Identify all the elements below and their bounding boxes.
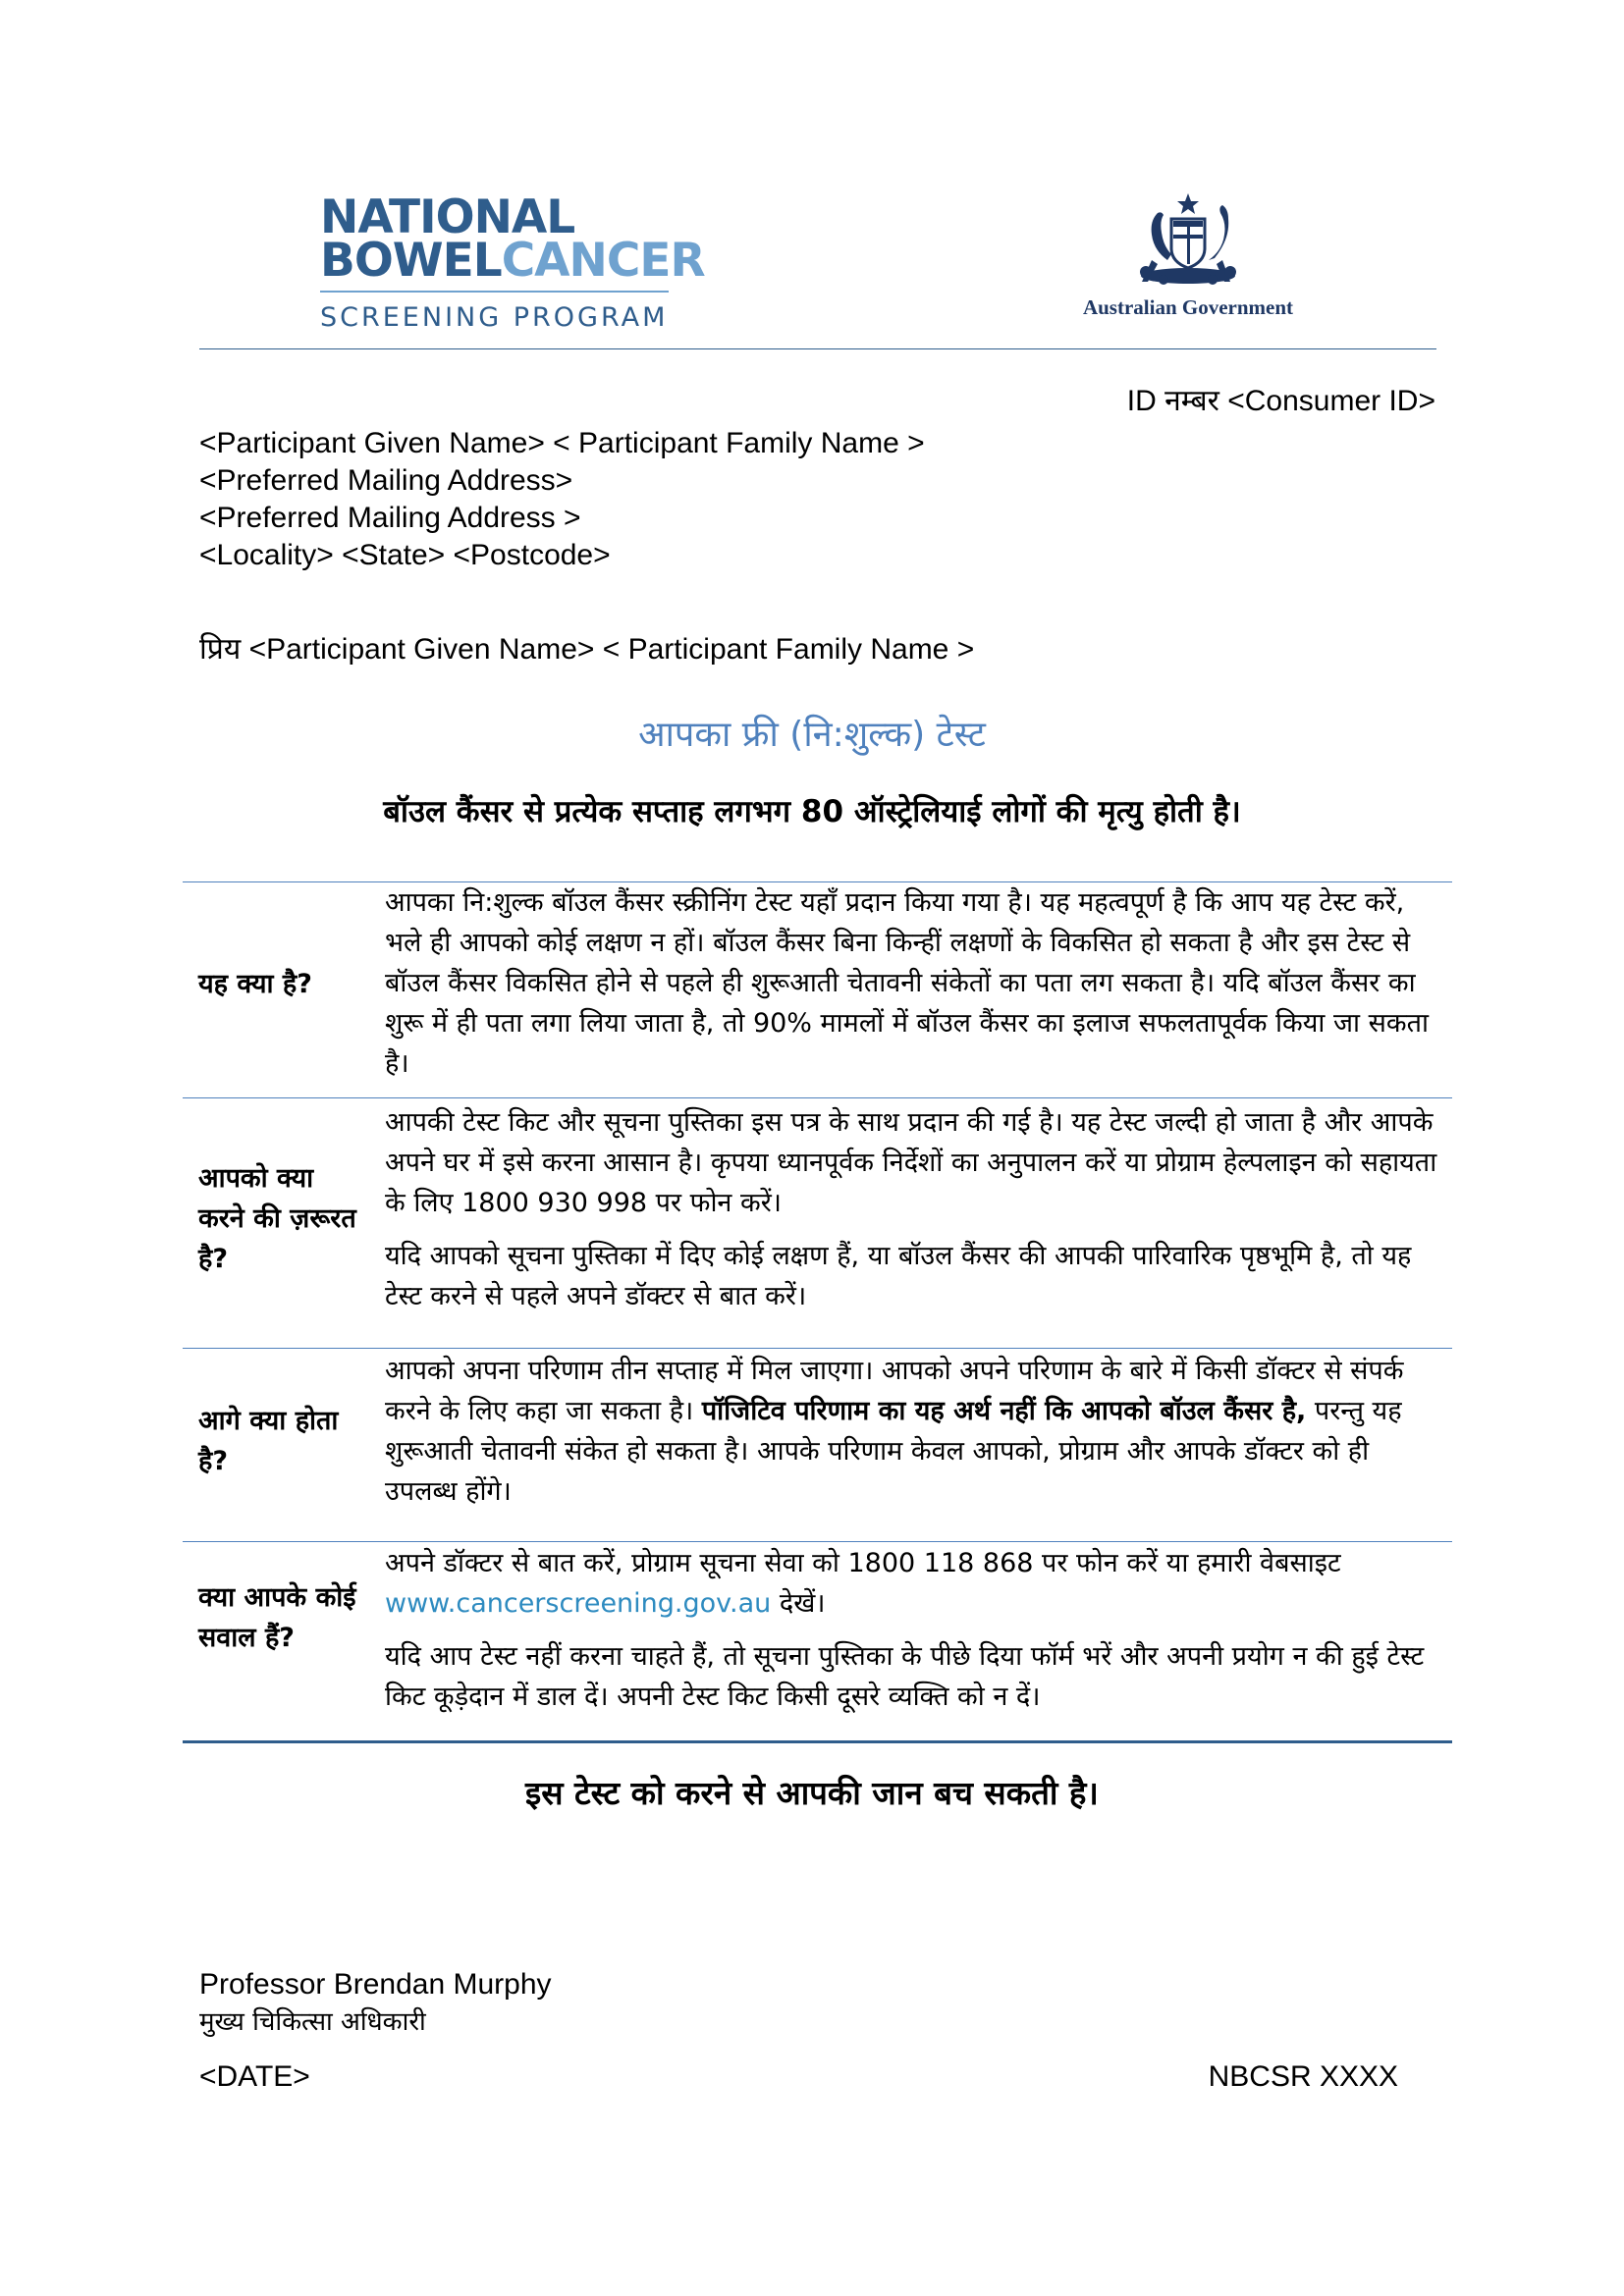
logo-line-screening-program: SCREENING PROGRAM [320,302,669,333]
page-subtitle: बॉउल कैंसर से प्रत्येक सप्ताह लगभग 80 ऑस्ट्रेलियाई लोगों की मृत्यु होती है। [383,794,1241,829]
section-paragraph [385,1351,1445,1512]
address-line: <Participant Given Name> < Participant Family Name > [199,427,925,459]
table-divider [183,1348,1452,1349]
salutation: प्रिय <Participant Given Name> < Participant Family Name > [199,633,975,666]
section-text-what-to-do [385,1102,1445,1316]
consumer-id: ID नम्बर <Consumer ID> [1126,385,1435,417]
section-text-what-is-it [385,882,1445,1084]
signer-name: Professor Brendan Murphy [199,1968,552,2001]
section-text-bold: पॉजिटिव परिणाम का यह अर्थ नहीं कि आपको बॉउल कैंसर है, [701,1396,1307,1426]
address-block [199,425,925,574]
logo-word-cancer: CANCER [501,234,705,288]
section-paragraph: आपकी टेस्ट किट और सूचना पुस्तिका इस पत्र के साथ प्रदान की गई है। यह टेस्ट जल्दी हो जाता है और आपके अपने घर में इसे करना आसान है। कृपया ध्यानपूर्वक निर्देशों का अनुपालन करें या प्रोग्राम हेल्पलाइन को सहायता के लिए 1800 930 998 पर फोन करें। [385,1107,1437,1218]
gov-logo-text: Australian Government [1082,295,1294,319]
table-bottom-rule [183,1740,1452,1743]
section-label-what-is-it: यह क्या है? [198,969,312,999]
section-text-run: देखें। [771,1588,826,1619]
section-text-questions [385,1543,1445,1717]
logo-line-bowel-cancer [320,234,705,288]
coat-of-arms-icon [1124,191,1252,290]
section-text-run: अपने डॉक्टर से बात करें, प्रोग्राम सूचना सेवा को 1800 118 868 पर फोन करें या हमारी वेबसाइट [385,1548,1341,1578]
section-text-run: परन्तु यह शुरूआती चेतावनी संकेत हो सकता है। आपके परिणाम केवल आपको, प्रोग्राम और आपके डॉक्टर को ही उपलब्ध होंगे। [385,1396,1402,1507]
website-link[interactable]: www.cancerscreening.gov.au [385,1588,772,1619]
signer-role: मुख्य चिकित्सा अधिकारी [199,2007,426,2037]
section-label-questions: क्या आपके कोई सवाल हैं? [198,1582,356,1653]
logo-line-national: NATIONAL [320,190,575,244]
closing-statement: इस टेस्ट को करने से आपकी जान बच सकती है। [525,1774,1099,1812]
reference-code: NBCSR XXXX [1208,2060,1398,2093]
section-paragraph: यदि आपको सूचना पुस्तिका में दिए कोई लक्षण हैं, या बॉउल कैंसर की आपकी पारिवारिक पृष्ठभूमि है, तो यह टेस्ट करने से पहले अपने डॉक्टर से बात करें। [385,1241,1412,1311]
letter-date: <DATE> [199,2060,310,2093]
logo-rule [320,291,669,293]
australian-government-logo [1041,191,1335,320]
page-title: आपका फ्री (नि:शुल्क) टेस्ट [638,715,986,755]
section-text-run: आपको अपना परिणाम तीन सप्ताह में मिल जाएगा। आपको अपने परिणाम के बारे में किसी डॉक्टर से संपर्क करने के लिए कहा जा सकता है। [385,1356,1404,1426]
section-label-what-next: आगे क्या होता है? [198,1406,339,1476]
section-text-what-next [385,1351,1445,1512]
address-line: <Locality> <State> <Postcode> [199,539,611,571]
header-divider [199,348,1436,349]
section-label-what-to-do: आपको क्या करने की ज़रूरत है? [198,1163,356,1274]
address-line: <Preferred Mailing Address> [199,464,573,497]
program-logo [320,190,705,333]
section-paragraph [385,1543,1445,1624]
section-paragraph: आपका नि:शुल्क बॉउल कैंसर स्क्रीनिंग टेस्ट यहाँ प्रदान किया गया है। यह महत्वपूर्ण है कि आप यह टेस्ट करें, भले ही आपको कोई लक्षण न हों। बॉउल कैंसर बिना किन्हीं लक्षणों के विकसित हो सकता है और इस टेस्ट से बॉउल कैंसर विकसित होने से पहले ही शुरूआती चेतावनी संकेतों का पता लग सकता है। यदि बॉउल कैंसर का शुरू में ही पता लगा लिया जाता है, तो 90% मामलों में बॉउल कैंसर का इलाज सफलतापूर्वक किया जा सकता है। [385,887,1429,1079]
logo-word-bowel: BOWEL [320,234,502,288]
table-divider [183,1097,1452,1098]
section-paragraph: यदि आप टेस्ट नहीं करना चाहते हैं, तो सूचना पुस्तिका के पीछे दिया फॉर्म भरें और अपनी प्रयोग न की हुई टेस्ट किट कूड़ेदान में डाल दें। अपनी टेस्ट किट किसी दूसरे व्यक्ति को न दें। [385,1641,1425,1712]
address-line: <Preferred Mailing Address > [199,502,581,534]
table-divider [183,1541,1452,1542]
